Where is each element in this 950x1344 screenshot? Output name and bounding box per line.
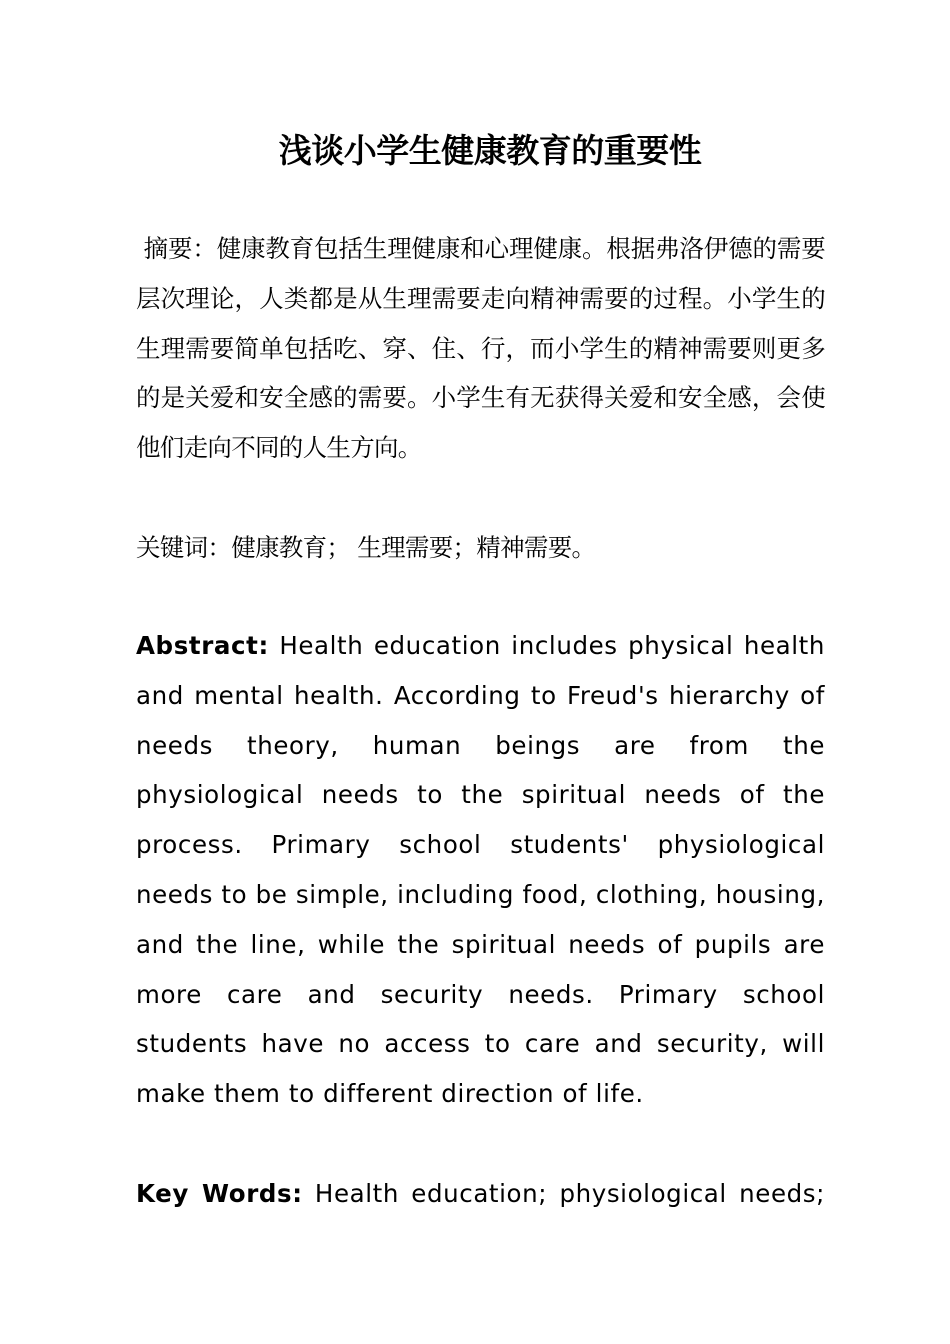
english-keywords-label: Key Words: bbox=[136, 1179, 303, 1208]
english-abstract-text: Health education includes physical health and mental health. According to Freud's hierarchy of needs theory, human beings are from the physiological needs to the spiritual needs of the process. Primary school students' physiological needs to be simple, including food, clothing, housing, and the line, while the spiritual needs of pupils are more care and security needs. Primary school students have no access to care and security, will make them to different direction of life. bbox=[136, 631, 825, 1109]
chinese-keywords-label: 关键词： bbox=[136, 533, 232, 562]
english-abstract bbox=[136, 621, 825, 1119]
chinese-abstract-label: 摘要： bbox=[143, 234, 217, 263]
page-title: 浅谈小学生健康教育的重要性 bbox=[278, 131, 702, 170]
chinese-abstract-text: 健康教育包括生理健康和心理健康。根据弗洛伊德的需要层次理论，人类都是从生理需要走向精神需要的过程。小学生的生理需要简单包括吃、穿、住、行，而小学生的精神需要则更多的是关爱和安全感的需要。小学生有无获得关爱和安全感，会使他们走向不同的人生方向。 bbox=[136, 234, 826, 463]
english-keywords bbox=[136, 1169, 825, 1219]
chinese-keywords bbox=[136, 523, 825, 573]
english-keywords-text: Health education; physiological needs; bbox=[314, 1179, 825, 1208]
chinese-abstract bbox=[136, 224, 825, 473]
english-abstract-label: Abstract: bbox=[136, 631, 269, 660]
chinese-keywords-text: 健康教育； 生理需要；精神需要。 bbox=[231, 533, 596, 562]
